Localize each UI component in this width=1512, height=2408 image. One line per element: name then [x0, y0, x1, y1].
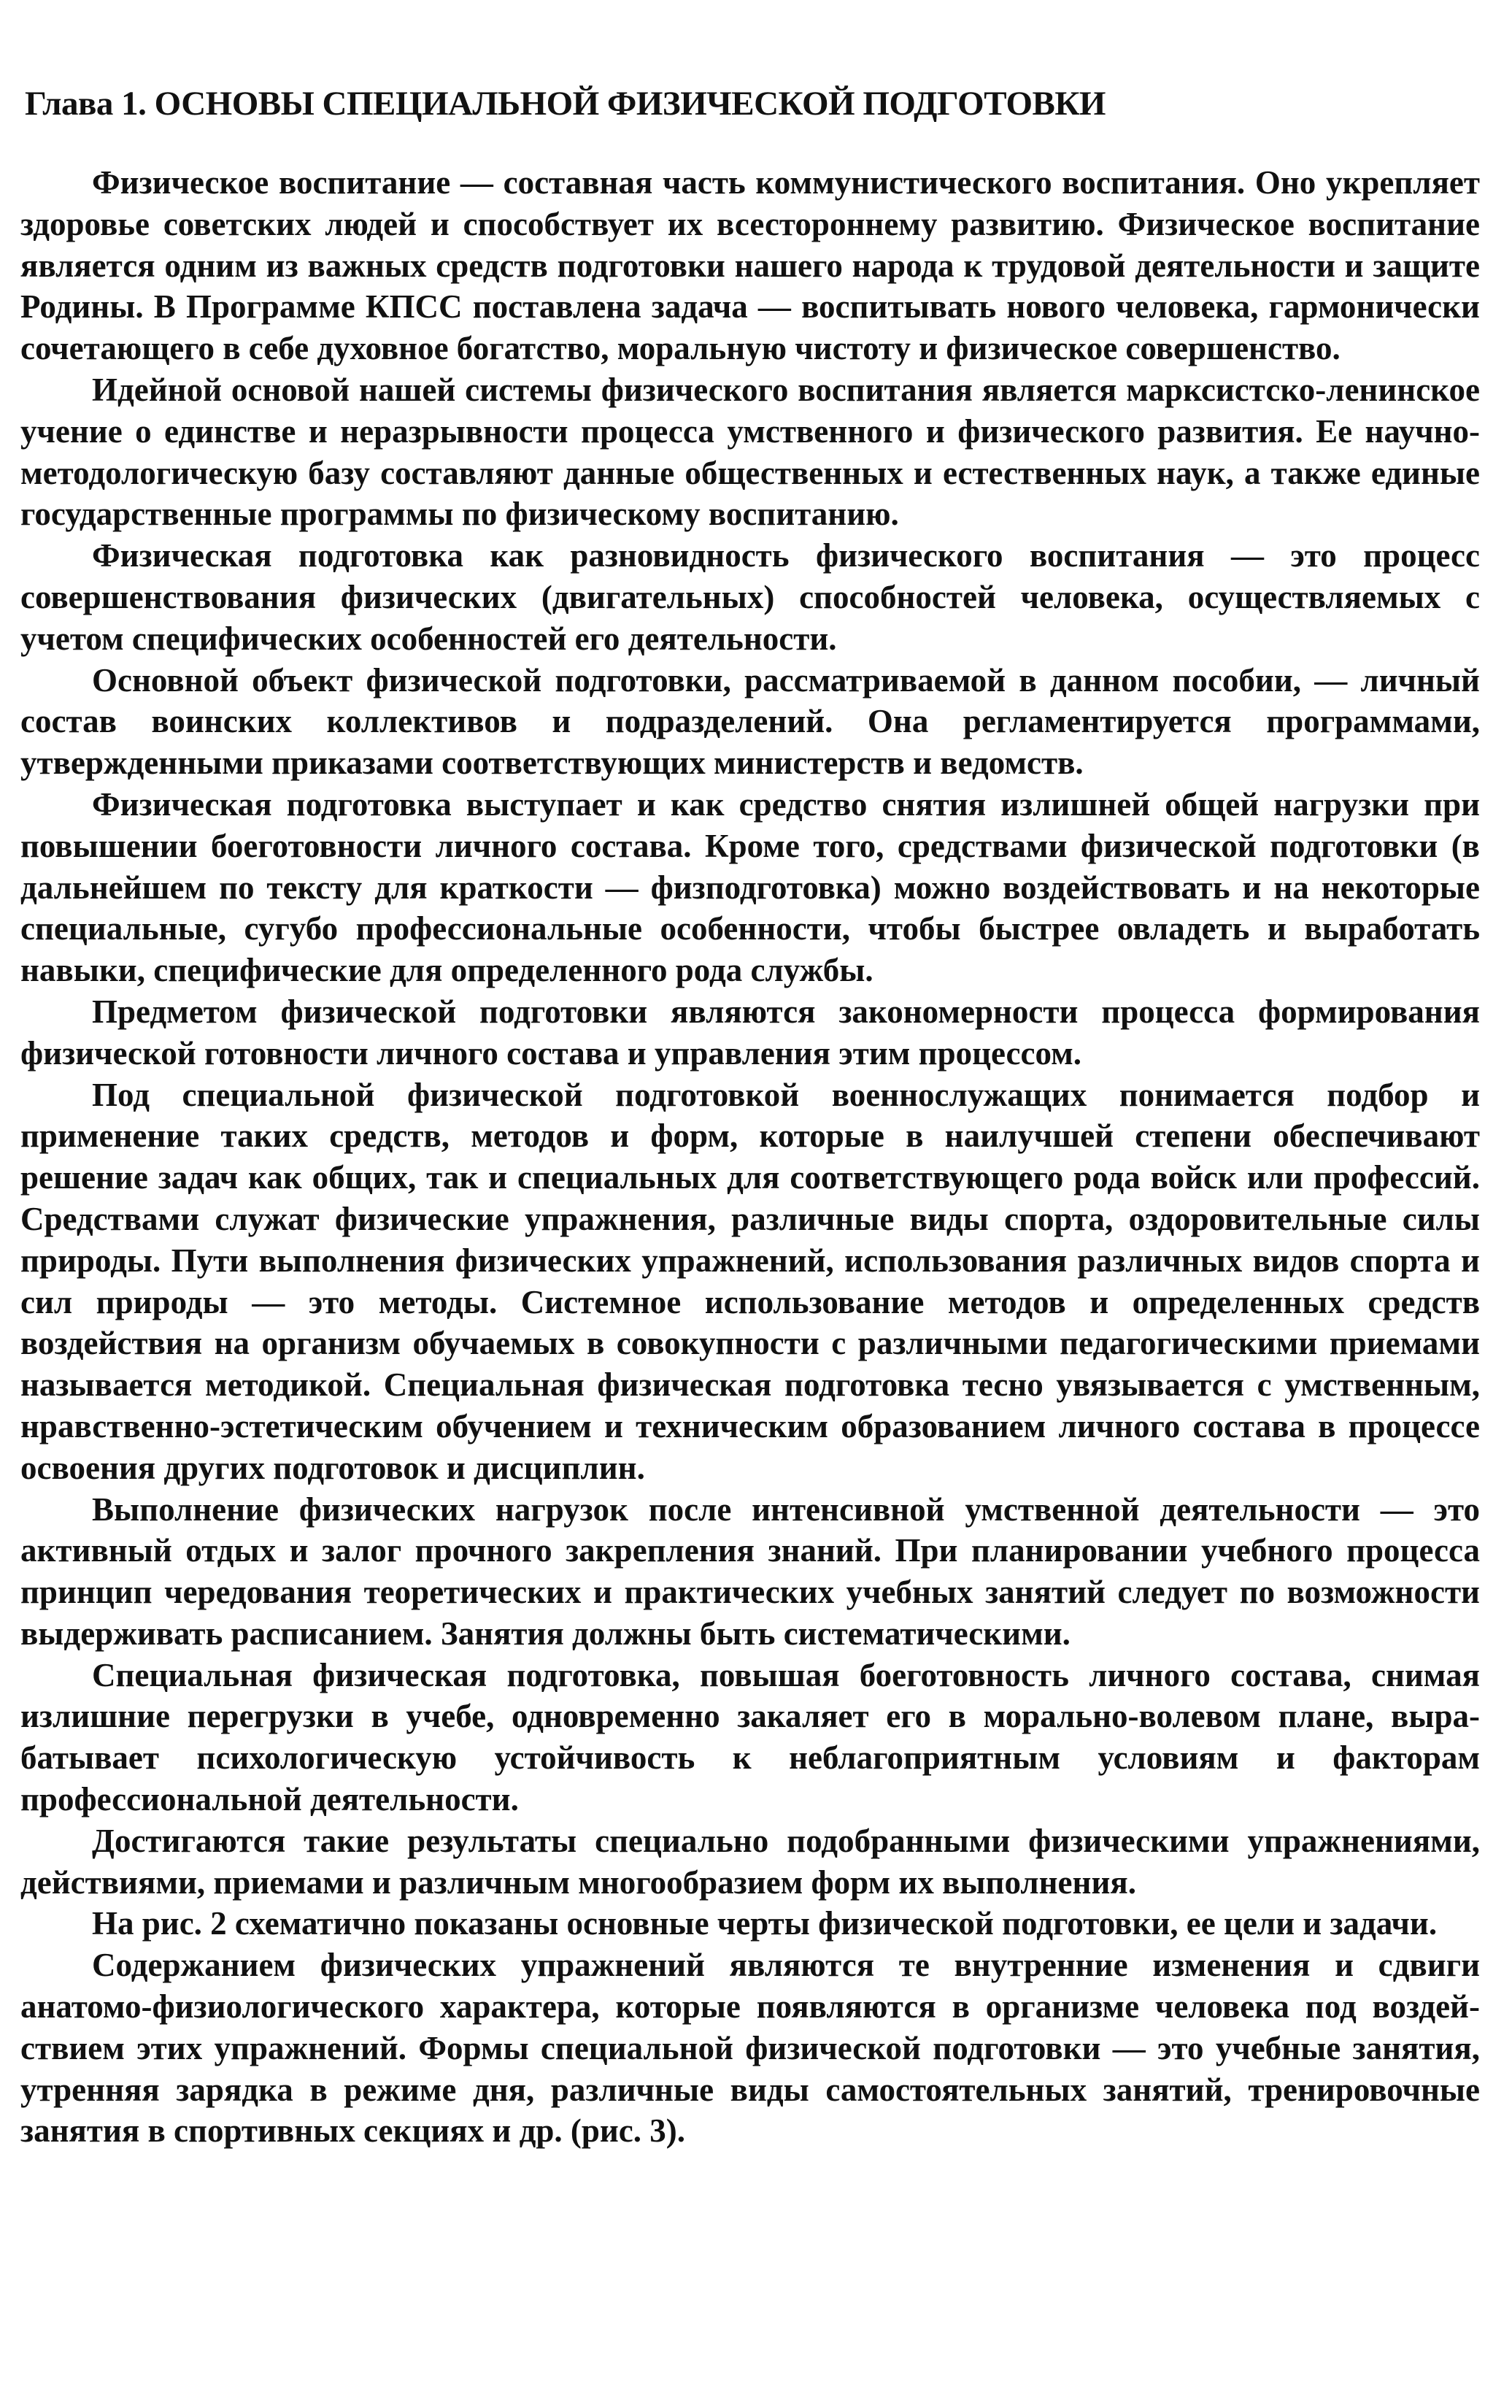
- document-page: [20, 82, 1480, 2152]
- paragraph-2: Идейной основой нашей системы физического воспитания является марксистско-ленинское учение о единстве и неразрывности процесса умственного и физического развития. Ее научно-методологическую базу составляют данные общественных и естественных наук, а также единые государственные программы по физическому воспитанию.: [20, 371, 1480, 533]
- paragraph-8: Выполнение физических нагрузок после интенсивной умственной деятельности — это активный отдых и залог прочного закрепления знаний. При планировании учебного процесса принцип чередования теоретических и практических учебных занятий следует по возможности выдерживать расписанием. Занятия должны быть систематическими.: [20, 1490, 1480, 1652]
- paragraph-12: Содержанием физических упражнений являются те внутренние изменения и сдвиги анатомо-физиологического характера, которые появляются в организме человека под воздействием этих упражнений. Формы специальной физической подготовки — это учебные занятия, утренняя зарядка в режиме дня, различные виды самостоятельных занятий, тренировочные занятия в спортивных секциях и др. (рис. 3).: [20, 1947, 1480, 2150]
- paragraph-4: Основной объект физической подготовки, рассматриваемой в данном пособии, — личный состав воинских коллективов и подразделений. Она регламентируется программами, утвержденными приказами соответствующих министерств и ведомств.: [20, 661, 1480, 782]
- paragraph-3: Физическая подготовка как разновидность физического воспитания — это процесс совершенствования физических (двигательных) способностей человека, осуществляемых с учетом специфических особенностей его деятельности.: [20, 537, 1480, 657]
- paragraph-9: Специальная физическая подготовка, повышая боеготовность личного состава, снимая излишние перегрузки в учебе, одновременно закаляет его в морально-волевом плане, вырабатывает психологическую устойчивость к неблагоприятным условиям и факторам профессиональной деятельности.: [20, 1656, 1480, 1818]
- paragraph-6: Предметом физической подготовки являются закономерности процесса формирования физической готовности личного состава и управления этим процессом.: [20, 993, 1480, 1072]
- paragraph-5: Физическая подготовка выступает и как средство снятия излишней общей нагрузки при повышении боеготовности личного состава. Кроме того, средствами физической подготовки (в дальнейшем по тексту для краткости — физподготовка) можно воздействовать и на некоторые специальные, сугубо профессиональные особенности, чтобы быстрее овладеть и выработать навыки, специфические для определенного рода службы.: [20, 785, 1480, 989]
- chapter-title: Глава 1. ОСНОВЫ СПЕЦИАЛЬНОЙ ФИЗИЧЕСКОЙ ПОДГОТОВКИ: [25, 85, 1106, 123]
- paragraph-10: Достигаются такие результаты специально подобранными физическими упражнениями, действиями, приемами и различным многообразием форм их выполнения.: [20, 1822, 1480, 1901]
- paragraph-1: Физическое воспитание — составная часть коммунистического воспитания. Оно укрепляет здоровье советских людей и способствует их всестороннему развитию. Физическое воспитание является одним из важных средств подготовки нашего народа к трудовой деятельности и защите Родины. В Программе КПСС поставлена задача — воспитывать нового человека, гармонически сочетающего в себе духовное богатство, моральную чистоту и физическое совершенство.: [20, 164, 1480, 367]
- paragraph-7: Под специальной физической подготовкой военнослужащих понимается подбор и применение таких средств, методов и форм, которые в наилучшей степени обеспечивают решение задач как общих, так и специальных для соответствующего рода войск или профессий. Средствами служат физические упражнения, различные виды спорта, оздоровительные силы природы. Пути выполнения физических упражнений, использования различных видов спорта и сил природы — это методы. Системное использование методов и определенных средств воздействия на организм обучаемых в совокупности с различными педагогическими приемами называется методикой. Специальная физическая подготовка тесно увязывается с умственным, нравственно-эстетическим обучением и техническим образованием личного состава в процессе освоения других подготовок и дисциплин.: [20, 1076, 1480, 1486]
- paragraph-11: На рис. 2 схематично показаны основные черты физической подготовки, ее цели и задачи.: [92, 1905, 1438, 1942]
